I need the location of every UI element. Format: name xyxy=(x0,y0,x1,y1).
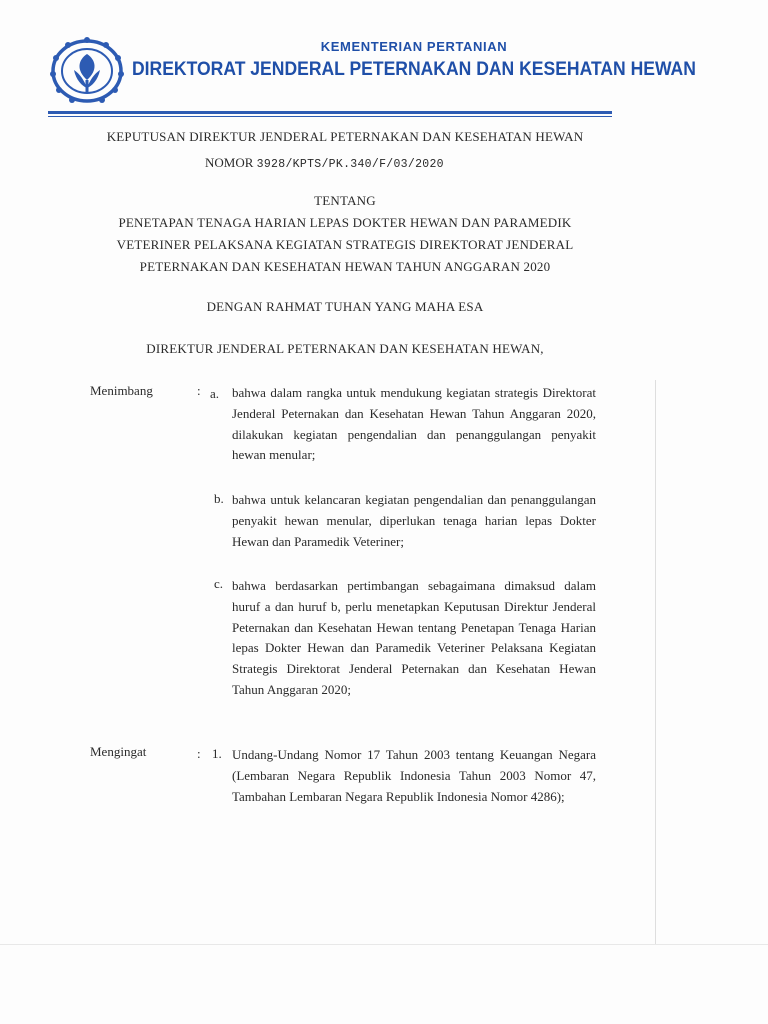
directorate-name: DIREKTORAT JENDERAL PETERNAKAN DAN KESEHATAN HEWAN xyxy=(132,58,696,80)
decree-title: KEPUTUSAN DIREKTUR JENDERAL PETERNAKAN DAN KESEHATAN HEWAN xyxy=(106,129,584,144)
letterhead-rule xyxy=(48,111,612,114)
letterhead-rule-thin xyxy=(48,116,612,117)
mengingat-label: Mengingat xyxy=(90,744,147,759)
decree-number xyxy=(205,155,444,171)
decree-about: TENTANG xyxy=(314,193,376,208)
menimbang-colon: : xyxy=(197,383,201,398)
ministry-name: KEMENTERIAN PERTANIAN xyxy=(320,39,508,54)
decree-subject-line: VETERINER PELAKSANA KEGIATAN STRATEGIS DIREKTORAT JENDERAL xyxy=(116,237,574,252)
scan-edge xyxy=(0,944,768,945)
decree-number-value: 3928/KPTS/PK.340/F/03/2020 xyxy=(256,158,444,171)
menimbang-label: Menimbang xyxy=(90,383,153,398)
list-item-marker: b. xyxy=(214,491,224,506)
list-item: bahwa berdasarkan pertimbangan sebagaimana dimaksud dalam huruf a dan huruf b, perlu menetapkan Keputusan Direktur Jenderal Peternakan dan Kesehatan Hewan tentang Penetapan Tenaga Harian lepas Dokter Hewan dan Paramedik Veteriner Pelaksana Kegiatan Strategis Direktorat Jenderal Peternakan dan Kesehatan Hewan Tahun Anggaran 2020; xyxy=(232,578,596,697)
decree-subject-line: PETERNAKAN DAN KESEHATAN HEWAN TAHUN ANGGARAN 2020 xyxy=(139,259,551,274)
list-item-marker: 1. xyxy=(212,746,222,761)
mengingat-colon: : xyxy=(197,746,201,761)
invocation: DENGAN RAHMAT TUHAN YANG MAHA ESA xyxy=(206,299,484,314)
decree-number-label: NOMOR xyxy=(205,155,254,170)
list-item: bahwa dalam rangka untuk mendukung kegiatan strategis Direktorat Jenderal Peternakan dan Kesehatan Hewan Tahun Anggaran 2020, dilakukan kegiatan pengendalian dan penanggulangan penyakit hewan menular; xyxy=(232,385,596,463)
list-item: bahwa untuk kelancaran kegiatan pengendalian dan penanggulangan penyakit hewan menular, diperlukan tenaga harian lepas Dokter Hewan dan Paramedik Veteriner; xyxy=(232,492,596,549)
list-item: Undang-Undang Nomor 17 Tahun 2003 tentang Keuangan Negara (Lembaran Negara Republik Indonesia Tahun 2003 Nomor 47, Tambahan Lembaran Negara Republik Indonesia Nomor 4286); xyxy=(232,747,596,804)
issuer: DIREKTUR JENDERAL PETERNAKAN DAN KESEHATAN HEWAN, xyxy=(146,341,544,356)
decree-subject-line: PENETAPAN TENAGA HARIAN LEPAS DOKTER HEWAN DAN PARAMEDIK xyxy=(118,215,572,230)
scan-edge xyxy=(655,380,656,945)
list-item-marker: c. xyxy=(214,576,224,591)
list-item-marker: a. xyxy=(210,386,220,401)
